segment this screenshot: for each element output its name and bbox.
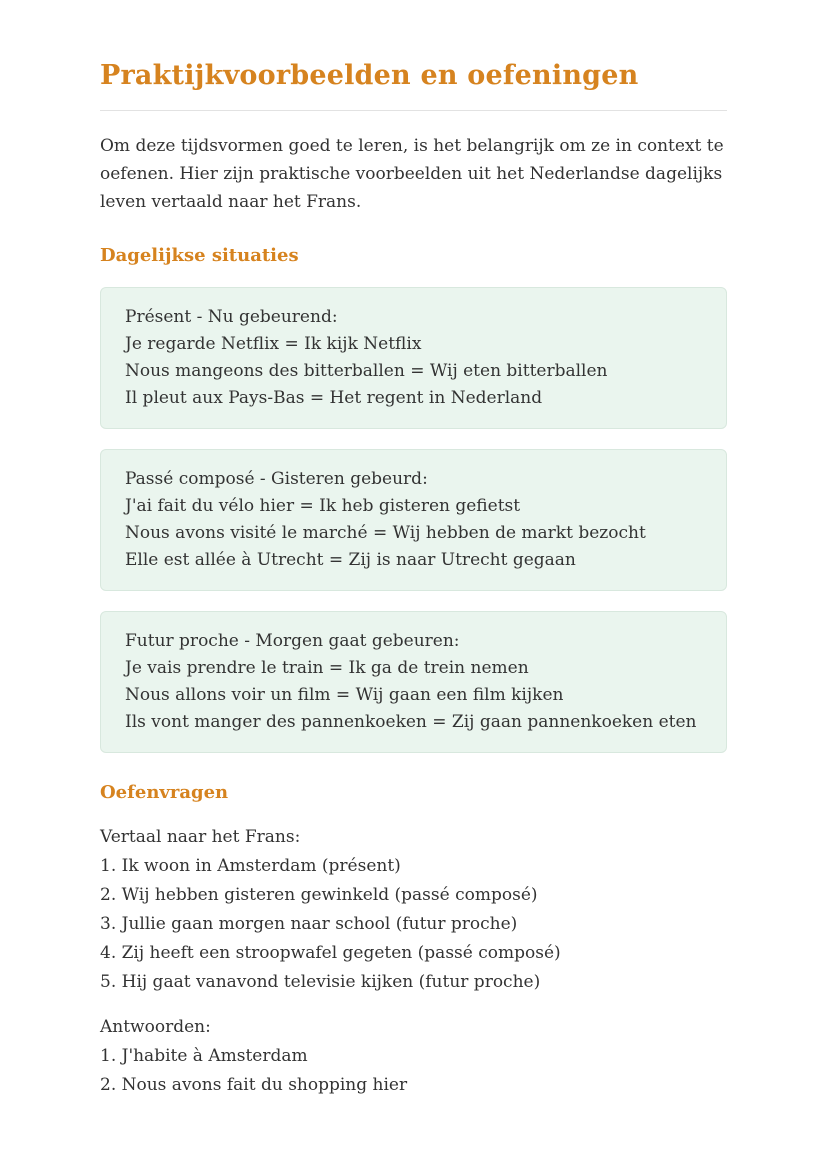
answer-list-intro: Antwoorden: <box>100 1017 211 1037</box>
exercise-item: 1. Ik woon in Amsterdam (présent) <box>100 856 401 876</box>
title-divider <box>100 110 727 111</box>
example-line: Nous avons visité le marché = Wij hebben de markt bezocht <box>125 523 646 543</box>
exercise-item: 5. Hij gaat vanavond televisie kijken (futur proche) <box>100 972 541 992</box>
exercise-list-intro: Vertaal naar het Frans: <box>100 827 301 847</box>
exercise-item: 2. Wij hebben gisteren gewinkeld (passé composé) <box>100 885 538 905</box>
example-line: Je regarde Netflix = Ik kijk Netflix <box>125 334 422 354</box>
example-line: J'ai fait du vélo hier = Ik heb gisteren gefietst <box>125 496 521 516</box>
answer-list <box>100 1013 727 1100</box>
example-box-present <box>100 287 727 429</box>
exercise-list <box>100 823 727 997</box>
example-line: Présent - Nu gebeurend: <box>125 307 338 327</box>
example-box-passe-compose <box>100 449 727 591</box>
example-line: Futur proche - Morgen gaat gebeuren: <box>125 631 460 651</box>
example-line: Je vais prendre le train = Ik ga de trein nemen <box>125 658 529 678</box>
example-line: Passé composé - Gisteren gebeurd: <box>125 469 428 489</box>
example-box-futur-proche <box>100 611 727 753</box>
example-line: Nous mangeons des bitterballen = Wij eten bitterballen <box>125 361 608 381</box>
example-line: Il pleut aux Pays-Bas = Het regent in Nederland <box>125 388 543 408</box>
intro-paragraph: Om deze tijdsvormen goed te leren, is het belangrijk om ze in context te oefenen. Hier zijn praktische voorbeelden uit het Nederlandse dagelijks leven vertaald naar het Frans. <box>100 136 724 212</box>
section-heading-oefenvragen: Oefenvragen <box>100 782 229 803</box>
page-title: Praktijkvoorbeelden en oefeningen <box>100 60 639 91</box>
example-line: Elle est allée à Utrecht = Zij is naar Utrecht gegaan <box>125 550 576 570</box>
answer-item: 2. Nous avons fait du shopping hier <box>100 1075 408 1095</box>
example-line: Ils vont manger des pannenkoeken = Zij gaan pannenkoeken eten <box>125 712 697 732</box>
answer-item: 1. J'habite à Amsterdam <box>100 1046 308 1066</box>
exercise-item: 3. Jullie gaan morgen naar school (futur proche) <box>100 914 518 934</box>
exercise-item: 4. Zij heeft een stroopwafel gegeten (passé composé) <box>100 943 561 963</box>
example-line: Nous allons voir un film = Wij gaan een film kijken <box>125 685 564 705</box>
section-heading-dagelijkse-situaties: Dagelijkse situaties <box>100 245 299 266</box>
